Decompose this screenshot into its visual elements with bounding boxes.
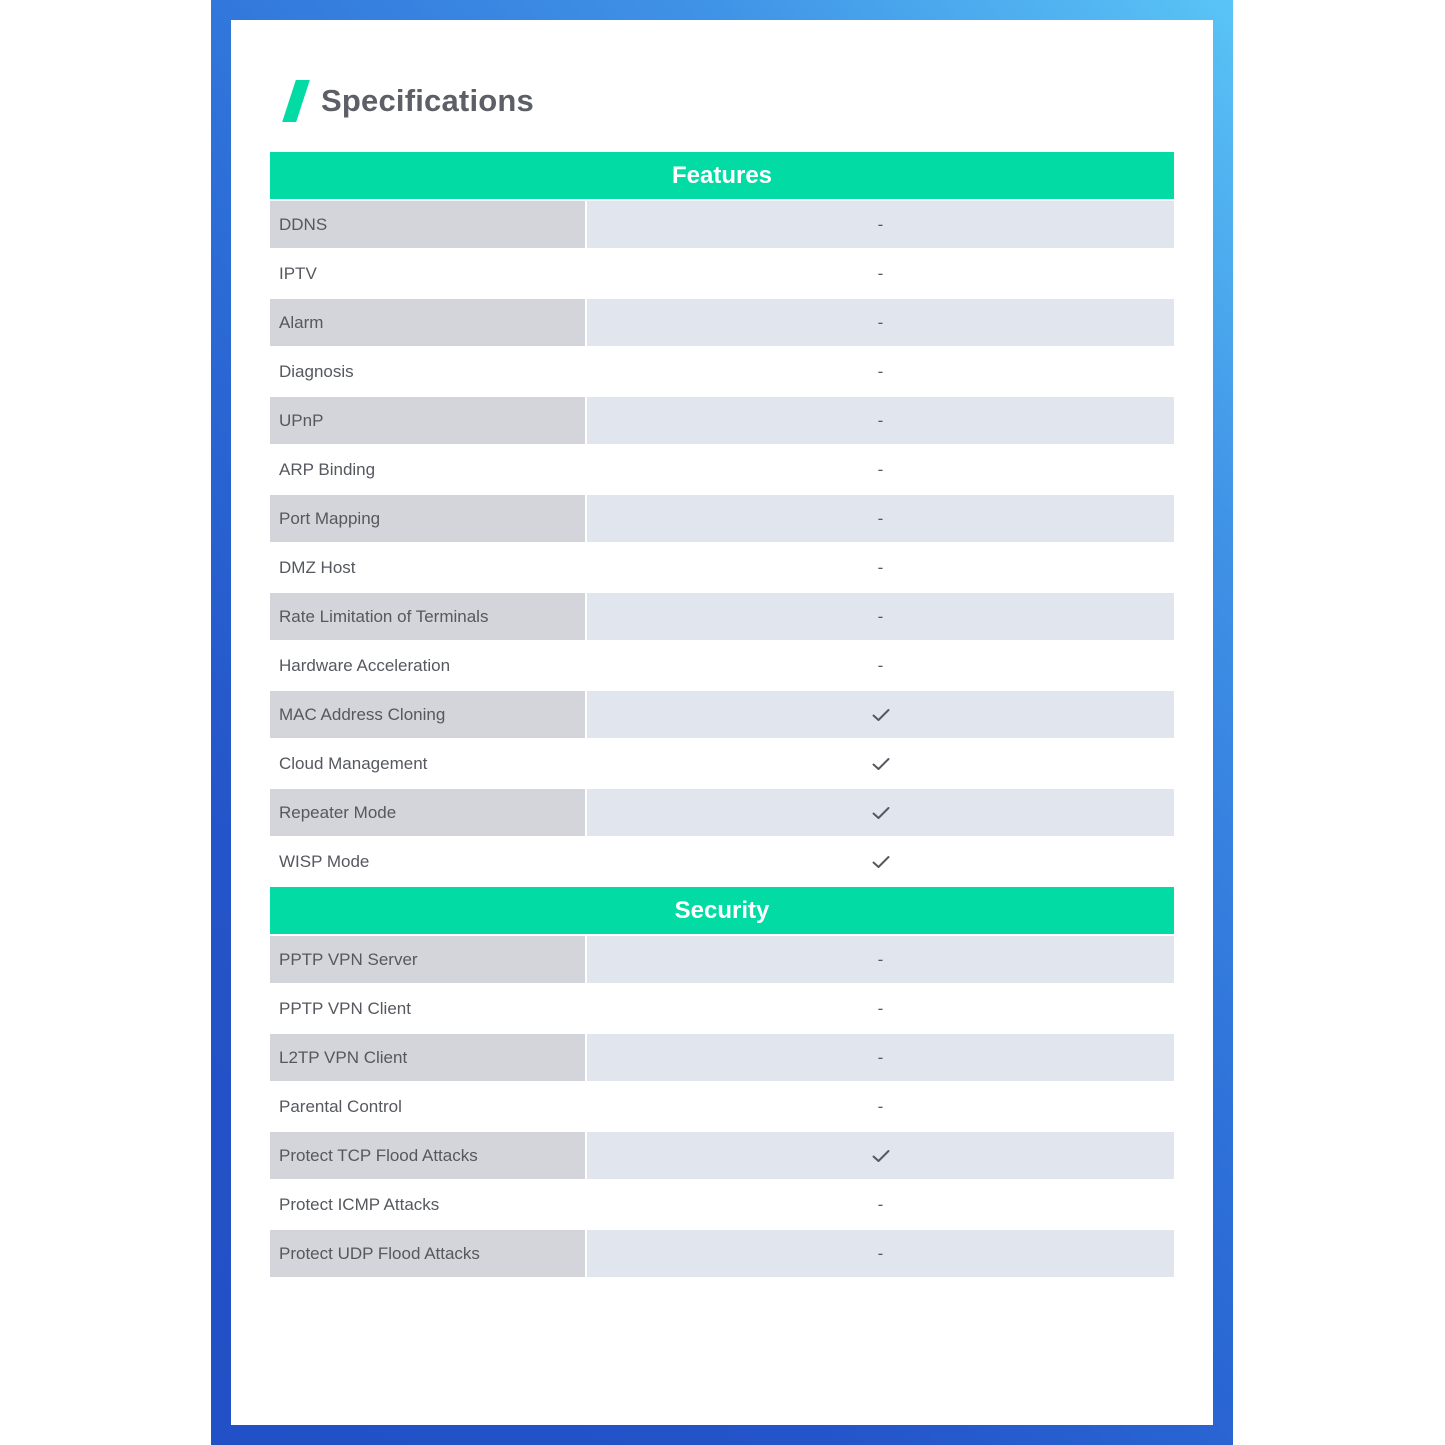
check-icon xyxy=(872,806,890,820)
row-value: - xyxy=(587,495,1174,542)
table-row xyxy=(270,936,1174,983)
row-value: - xyxy=(877,361,884,381)
row-value: - xyxy=(877,459,884,479)
check-icon xyxy=(872,708,890,722)
features-section xyxy=(270,152,1174,885)
row-value: - xyxy=(587,1034,1174,1081)
row-label: PPTP VPN Client xyxy=(279,998,411,1018)
table-row xyxy=(270,642,1174,689)
row-value: - xyxy=(877,263,884,283)
page-heading xyxy=(281,76,534,126)
row-value: - xyxy=(877,998,884,1018)
row-value-check xyxy=(587,789,1174,836)
row-label: WISP Mode xyxy=(279,851,370,871)
row-value-check xyxy=(587,740,1174,787)
row-value-check xyxy=(587,1132,1174,1179)
security-section xyxy=(270,887,1174,1277)
specifications-table xyxy=(270,152,1174,1279)
table-row xyxy=(270,348,1174,395)
row-value-check xyxy=(587,691,1174,738)
row-value: - xyxy=(877,1194,884,1214)
row-label: Cloud Management xyxy=(279,753,428,773)
table-row xyxy=(270,1083,1174,1130)
check-icon xyxy=(872,855,890,869)
row-value: - xyxy=(877,557,884,577)
page-title: Specifications xyxy=(321,83,534,118)
row-label: Port Mapping xyxy=(270,495,585,542)
table-row xyxy=(270,446,1174,493)
row-value: - xyxy=(877,1096,884,1116)
table-row xyxy=(270,789,1174,836)
row-value: - xyxy=(877,655,884,675)
row-label: Repeater Mode xyxy=(270,789,585,836)
table-row xyxy=(270,1132,1174,1179)
row-value: - xyxy=(587,593,1174,640)
row-label: Rate Limitation of Terminals xyxy=(270,593,585,640)
row-value: - xyxy=(587,299,1174,346)
row-label: DDNS xyxy=(270,201,585,248)
row-label: Protect TCP Flood Attacks xyxy=(270,1132,585,1179)
table-row xyxy=(270,250,1174,297)
table-row xyxy=(270,1034,1174,1081)
check-icon xyxy=(872,1149,890,1163)
table-row xyxy=(270,201,1174,248)
section-header-features: Features xyxy=(270,152,1174,199)
row-value: - xyxy=(587,397,1174,444)
table-row xyxy=(270,397,1174,444)
check-icon xyxy=(872,757,890,771)
row-label: MAC Address Cloning xyxy=(270,691,585,738)
slash-accent-icon xyxy=(282,80,310,122)
row-label: Protect UDP Flood Attacks xyxy=(270,1230,585,1277)
table-row xyxy=(270,740,1174,787)
table-row xyxy=(270,985,1174,1032)
table-row xyxy=(270,691,1174,738)
table-row xyxy=(270,544,1174,591)
row-label: DMZ Host xyxy=(279,557,356,577)
row-label: Parental Control xyxy=(279,1096,402,1116)
section-header-security: Security xyxy=(270,887,1174,934)
row-value: - xyxy=(587,1230,1174,1277)
row-label: Hardware Acceleration xyxy=(279,655,451,675)
row-label: UPnP xyxy=(270,397,585,444)
row-label: Alarm xyxy=(270,299,585,346)
table-row xyxy=(270,1230,1174,1277)
row-label: Protect ICMP Attacks xyxy=(279,1194,440,1214)
row-label: ARP Binding xyxy=(279,459,376,479)
row-label: Diagnosis xyxy=(279,361,354,381)
table-row xyxy=(270,1181,1174,1228)
row-label: L2TP VPN Client xyxy=(270,1034,585,1081)
table-row xyxy=(270,593,1174,640)
table-row xyxy=(270,495,1174,542)
row-value: - xyxy=(587,936,1174,983)
row-label: IPTV xyxy=(279,263,317,283)
row-value: - xyxy=(587,201,1174,248)
row-value-check xyxy=(587,838,1174,885)
row-label: PPTP VPN Server xyxy=(270,936,585,983)
table-row xyxy=(270,838,1174,885)
table-row xyxy=(270,299,1174,346)
